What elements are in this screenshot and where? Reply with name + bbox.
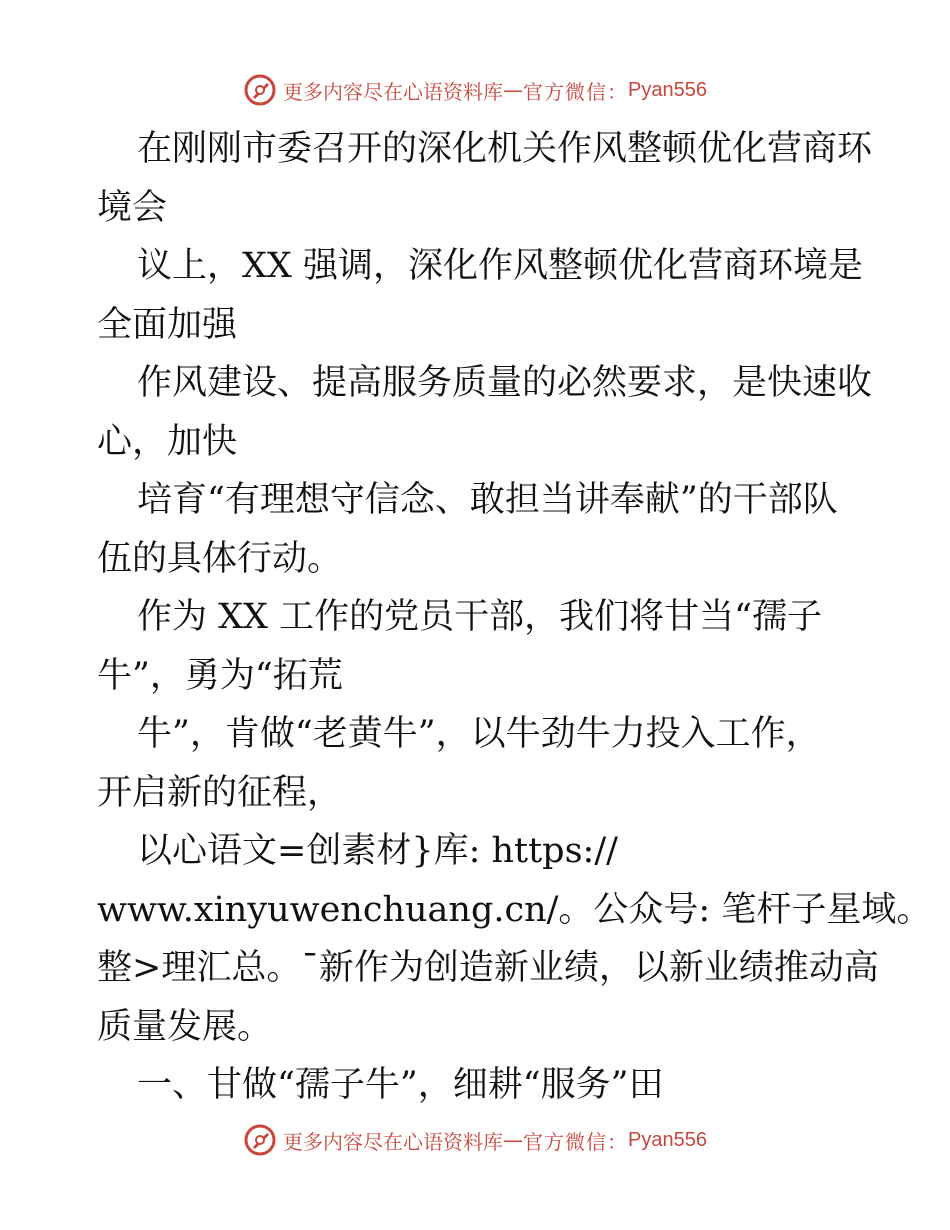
text-line: 作为 XX 工作的党员干部，我们将甘当“孺子 [137,597,822,637]
banner-wechat-id: Pyan556 [628,1128,707,1151]
brand-logo-icon [243,73,277,107]
banner-separator: — [503,1128,524,1152]
text-line: 境会 [97,187,168,228]
text-line: www.xinyuwenchuang.cn/。公众号: 笔杆子星域。 [97,889,932,930]
banner-wechat-id: Pyan556 [628,78,707,101]
text-line: 心，加快 [97,421,238,462]
text-line: 以心语文=创素材}库: https:// [137,831,618,871]
section-heading: 一、甘做“孺子牛”，细耕“服务”田 [137,1065,664,1105]
banner-official-label: 官方微信： [523,1129,629,1154]
text-line: 开启新的征程， [97,772,343,813]
banner-official-label: 官方微信： [523,79,629,104]
text-line: 牛”，肯做“老黄牛”，以牛劲牛力投入工作， [137,714,821,754]
text-line: 整>理汇总。¯新作为创造新业绩，以新业绩推动高 [97,948,879,988]
text-line: 伍的具体行动。 [97,538,343,579]
brand-logo-icon [243,1123,277,1157]
text-line: 作风建设、提高服务质量的必然要求，是快速收 [137,363,873,403]
header-banner [0,70,950,110]
text-line: 培育“有理想守信念、敢担当讲奉献”的干部队 [137,480,838,520]
text-line: 在刚刚市委召开的深化机关作风整顿优化营商环 [137,129,873,169]
banner-brand-text: 更多内容尽在心语资料库 [283,1129,504,1154]
document-body [97,120,932,1115]
banner-brand-text: 更多内容尽在心语资料库 [283,79,504,104]
banner-separator: — [503,78,524,102]
footer-banner [0,1120,950,1160]
text-line: 议上，XX 强调，深化作风整顿优化营商环境是 [137,246,863,286]
text-line: 质量发展。 [97,1006,273,1047]
text-line: 牛”，勇为“拓荒 [97,655,343,696]
text-line: 全面加强 [97,304,238,345]
